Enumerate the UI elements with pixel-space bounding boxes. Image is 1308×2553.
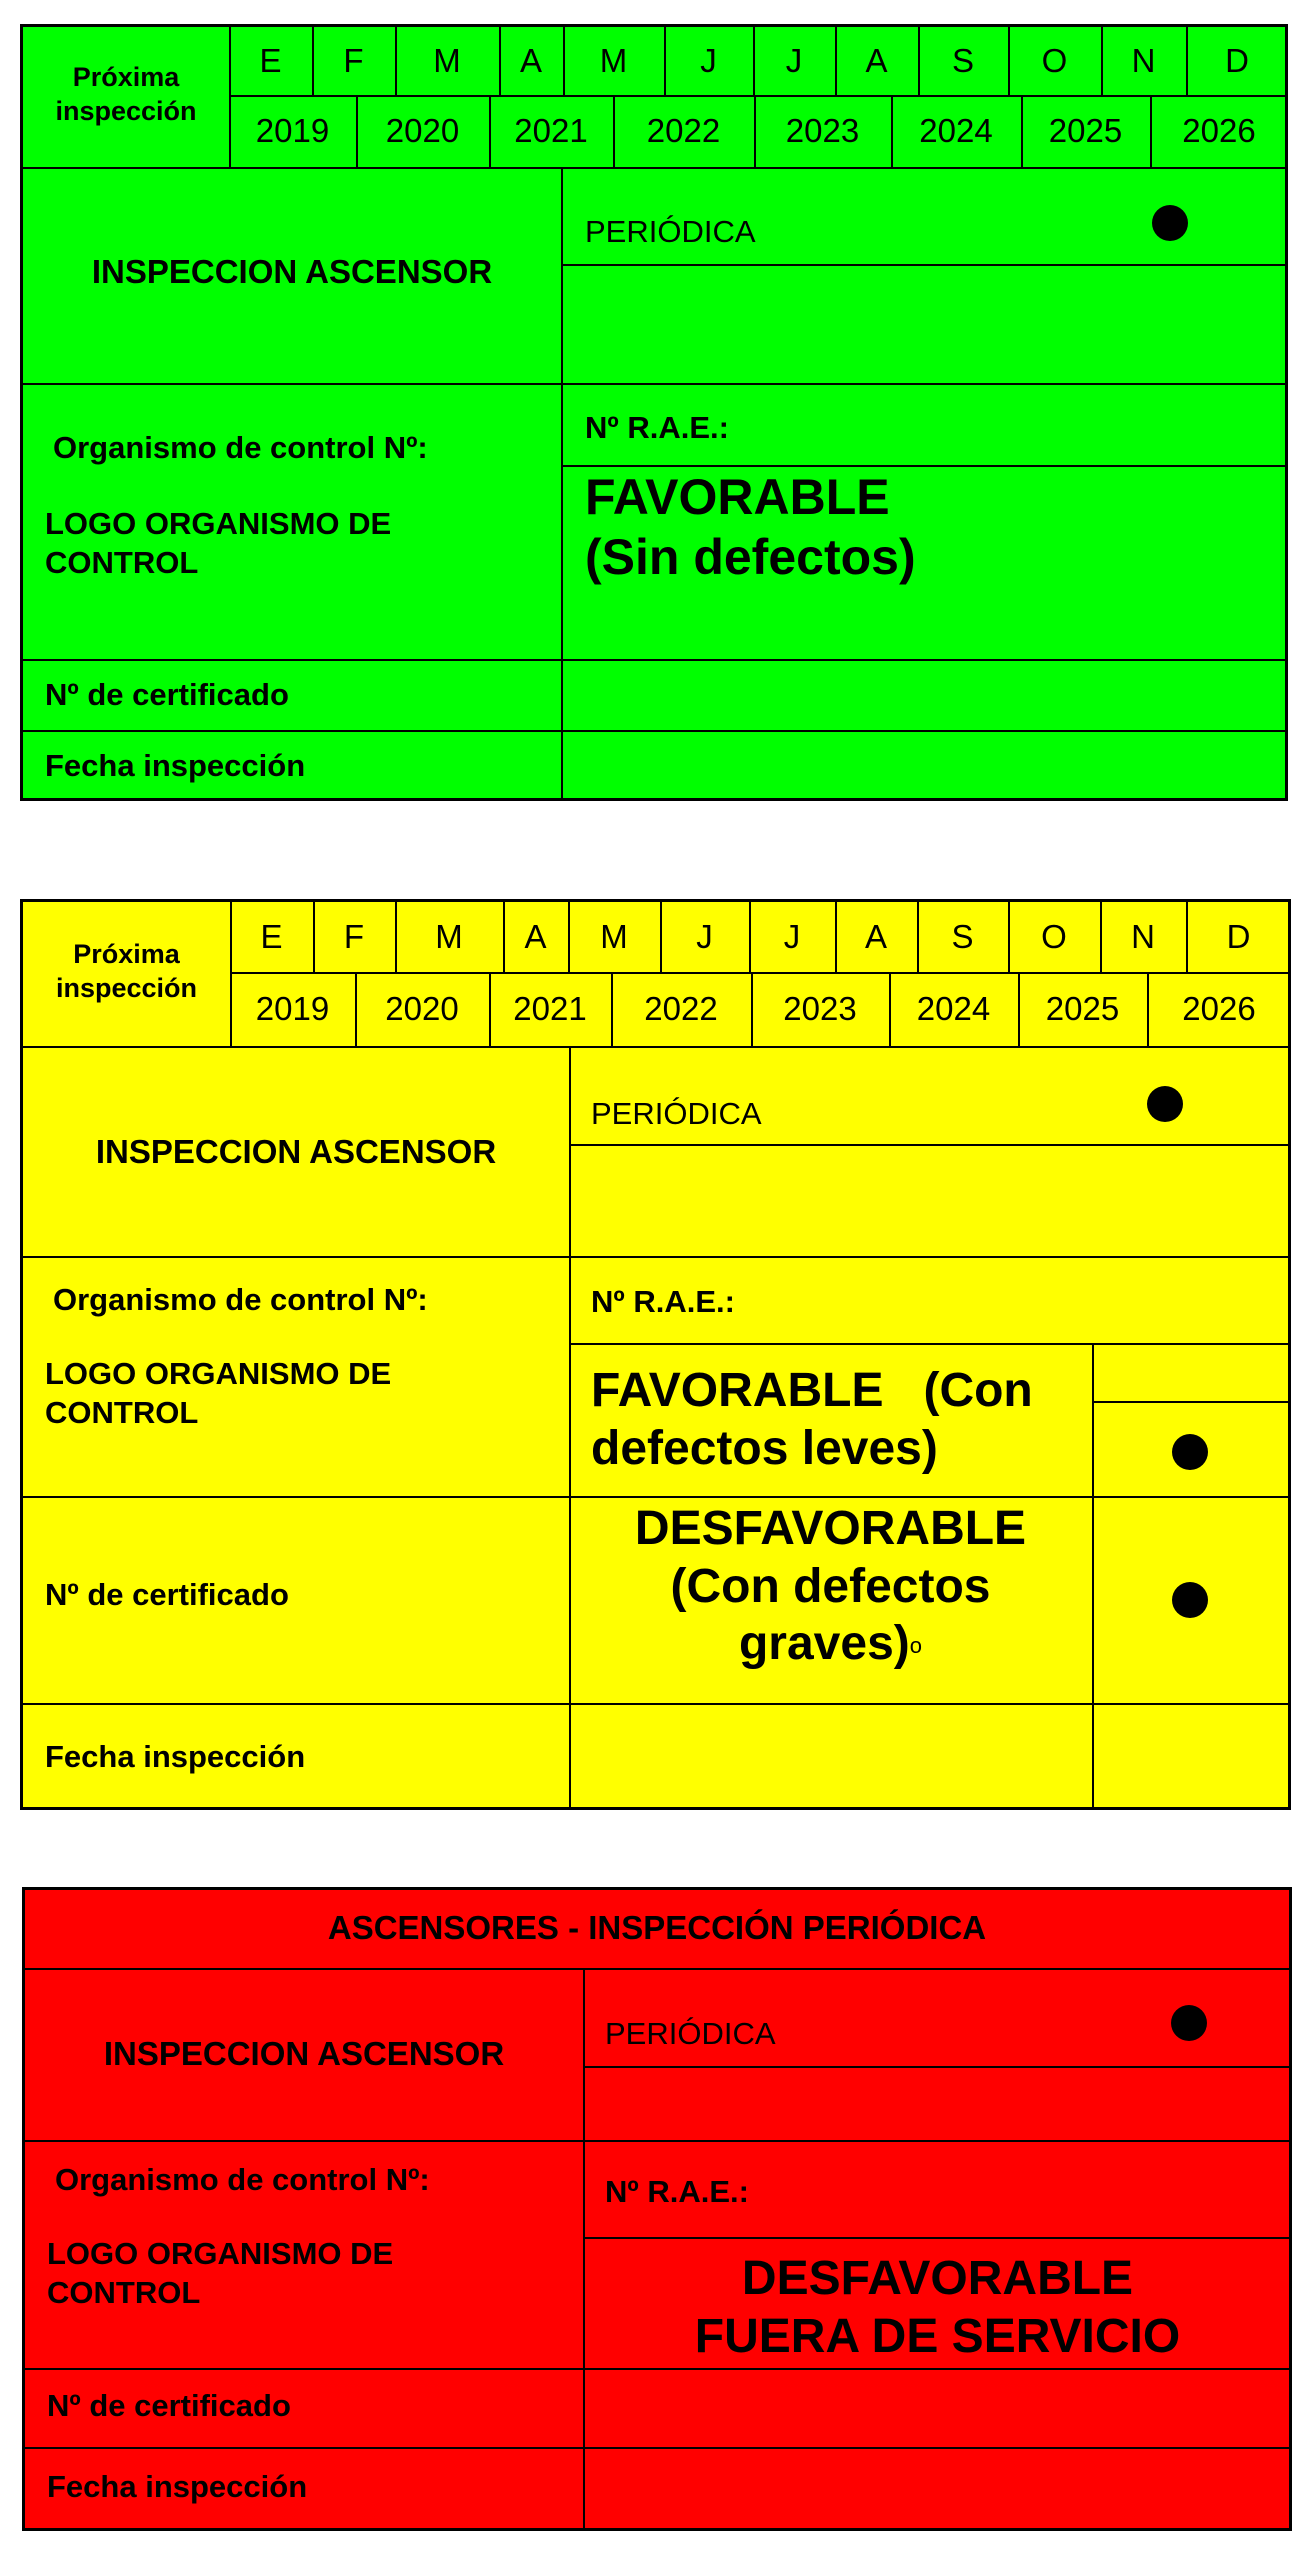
year-cell: 2024 — [919, 112, 993, 149]
year-cell: 2021 — [513, 990, 587, 1027]
month-cell: A — [519, 42, 542, 79]
logo-placeholder: LOGO ORGANISMO DE CONTROL — [45, 506, 392, 580]
month-cell: D — [1225, 42, 1249, 79]
year-cell: 2026 — [1182, 112, 1256, 149]
minor-line-1: FAVORABLE (Con — [591, 1364, 1033, 1417]
certificate-label: Nº de certificado — [47, 2388, 291, 2423]
month-cell: N — [1131, 918, 1155, 955]
minor-defects-mark — [1172, 1434, 1208, 1470]
inspection-title: INSPECCION ASCENSOR — [103, 2035, 505, 2072]
next-inspection-label: Próxima inspección — [55, 939, 198, 1003]
major-line-1: DESFAVORABLE — [634, 1502, 1027, 1555]
certificate-label: Nº de certificado — [45, 1577, 289, 1612]
next-inspection-label: Próxima inspección — [55, 62, 197, 126]
control-body-label: Organismo de control Nº: — [53, 1282, 428, 1317]
result-favorable-minor — [591, 1362, 1091, 1477]
month-cell: M — [599, 42, 628, 79]
result-line-2: (Sin defectos) — [585, 529, 916, 585]
rae-label: Nº R.A.E.: — [585, 410, 729, 445]
inspection-title: INSPECCION ASCENSOR — [95, 1133, 497, 1170]
month-cell: F — [343, 42, 364, 79]
month-cell: J — [700, 42, 717, 79]
year-cell: 2025 — [1048, 112, 1123, 149]
periodic-label: PERIÓDICA — [585, 214, 756, 249]
year-cell: 2023 — [783, 990, 857, 1027]
red-card-header: ASCENSORES - INSPECCIÓN PERIÓDICA — [327, 1909, 987, 1946]
month-cell: N — [1131, 42, 1156, 79]
month-cell: A — [524, 918, 547, 955]
month-cell: A — [864, 918, 887, 955]
periodic-mark — [1152, 205, 1188, 241]
major-line-2: (Con defectos — [670, 1559, 991, 1613]
logo-placeholder: LOGO ORGANISMO DE CONTROL — [45, 1356, 392, 1430]
year-cell: 2019 — [255, 990, 330, 1027]
result-line-1: DESFAVORABLE — [741, 2252, 1134, 2305]
month-cell: J — [783, 918, 801, 955]
rae-label: Nº R.A.E.: — [605, 2174, 749, 2209]
serious-defects-mark — [1172, 1582, 1208, 1618]
year-cell: 2025 — [1045, 990, 1120, 1027]
year-cell: 2022 — [644, 990, 718, 1027]
month-cell: J — [696, 918, 713, 955]
date-label: Fecha inspección — [45, 748, 306, 783]
date-label: Fecha inspección — [45, 1739, 306, 1774]
result-line-1: FAVORABLE — [585, 469, 890, 525]
result-favorable — [585, 467, 916, 587]
control-body-label: Organismo de control Nº: — [55, 2162, 430, 2197]
month-cell: S — [951, 42, 974, 79]
month-cell: J — [785, 42, 803, 79]
year-cell: 2023 — [785, 112, 860, 149]
periodic-mark — [1171, 2005, 1207, 2041]
year-cell: 2022 — [646, 112, 721, 149]
result-out-of-service — [583, 2250, 1292, 2365]
certificate-label: Nº de certificado — [45, 677, 289, 712]
periodic-label: PERIÓDICA — [605, 2016, 776, 2051]
month-cell: F — [343, 918, 365, 955]
yellow-inspection-label — [20, 899, 1291, 1810]
major-suffix: o — [909, 1633, 922, 1659]
date-label: Fecha inspección — [47, 2469, 308, 2504]
month-cell: E — [260, 918, 283, 955]
month-cell: M — [435, 918, 463, 955]
month-cell: D — [1226, 918, 1251, 955]
year-cell: 2020 — [385, 112, 460, 149]
periodic-mark — [1147, 1086, 1183, 1122]
year-cell: 2020 — [385, 990, 459, 1027]
year-cell: 2021 — [514, 112, 588, 149]
month-cell: S — [951, 918, 974, 955]
month-cell: E — [259, 42, 282, 79]
control-body-label: Organismo de control Nº: — [53, 430, 428, 465]
periodic-label: PERIÓDICA — [591, 1096, 762, 1131]
year-cell: 2026 — [1182, 990, 1256, 1027]
month-cell: M — [600, 918, 628, 955]
logo-placeholder: LOGO ORGANISMO DE CONTROL — [47, 2236, 394, 2310]
month-cell: M — [433, 42, 461, 79]
month-cell: A — [865, 42, 888, 79]
month-cell: O — [1041, 918, 1067, 955]
inspection-title: INSPECCION ASCENSOR — [91, 253, 493, 290]
minor-line-2: defectos leves) — [591, 1421, 938, 1475]
result-line-2: FUERA DE SERVICIO — [694, 2309, 1181, 2363]
rae-label: Nº R.A.E.: — [591, 1284, 735, 1319]
red-inspection-label — [22, 1887, 1292, 2531]
month-cell: O — [1041, 42, 1068, 79]
result-unfavorable-serious — [569, 1500, 1092, 1673]
green-inspection-label — [20, 24, 1288, 801]
year-cell: 2019 — [255, 112, 330, 149]
major-line-3: graves) — [738, 1617, 910, 1671]
year-cell: 2024 — [916, 990, 991, 1027]
